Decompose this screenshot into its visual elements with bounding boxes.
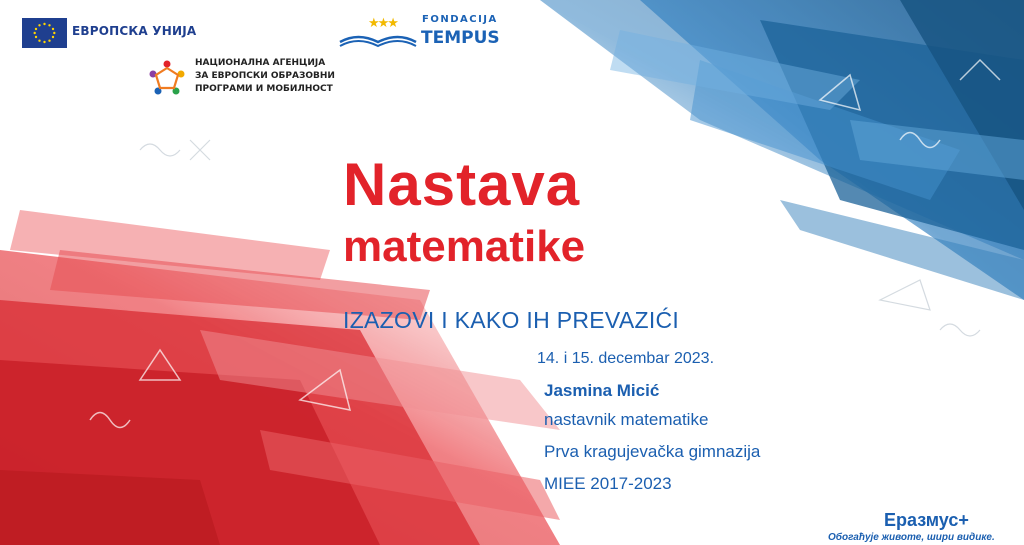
- title-line-1: Nastava: [343, 151, 581, 218]
- agency-line: ЗА ЕВРОПСКИ ОБРАЗОВНИ: [195, 71, 335, 81]
- erasmus-logo: Еразмус+: [884, 510, 969, 530]
- author-name: Jasmina Micić: [544, 381, 660, 400]
- tempus-logo: [338, 12, 513, 52]
- agency-line: ПРОГРАМИ И МОБИЛНОСТ: [195, 84, 333, 94]
- author-role: nastavnik matematike: [544, 410, 709, 429]
- erasmus-tagline: Обогаћује животе, шири видике.: [828, 532, 995, 543]
- program-label: MIEE 2017-2023: [544, 474, 672, 493]
- event-date: 14. i 15. decembar 2023.: [537, 350, 715, 367]
- tempus-stars-icon: ★★★: [368, 16, 397, 31]
- agency-logo-icon: [148, 58, 186, 98]
- agency-line: НАЦИОНАЛНА АГЕНЦИЈА: [195, 58, 326, 68]
- book-icon: [338, 30, 418, 50]
- eu-label: ЕВРОПСКА УНИЈА: [72, 24, 197, 38]
- agency-name: [195, 57, 335, 96]
- blue-streaks: [540, 0, 1024, 300]
- title-line-2: matematike: [343, 222, 586, 271]
- subtitle: IZAZOVI I KAKO IH PREVAZIĆI: [343, 307, 680, 333]
- tempus-top-label: FONDACIJA: [422, 14, 498, 25]
- eu-flag-icon: [22, 18, 67, 48]
- tempus-bottom-label: TEMPUS: [421, 28, 500, 48]
- author-school: Prva kragujevačka gimnazija: [544, 442, 761, 461]
